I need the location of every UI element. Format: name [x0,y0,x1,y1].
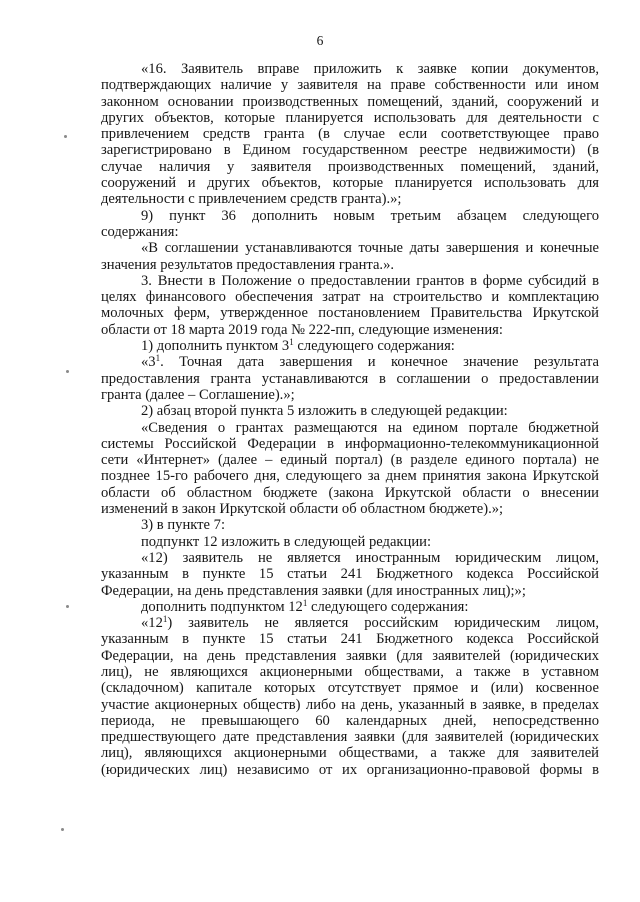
paragraph-line: предшествующего дате представления заявки (для заявителей (юридических [101,729,599,746]
text-run: ) заявитель не является российским юридическим лицом, [167,615,599,632]
superscript: 1 [155,353,161,364]
paragraph-line: подтверждающих наличие у заявителя на праве собственности или ином [101,77,599,94]
paragraph-line: случае наличия у заявителя производственных помещений, зданий, [101,158,599,175]
paragraph-line: гранта (далее – Соглашение).»; [101,386,295,403]
paragraph: «В соглашении устанавливаются точные даты завершения и конечные [141,240,599,257]
paragraph-line: области от 18 марта 2019 года № 222-пп, следующие изменения: [101,321,503,338]
paragraph [101,354,599,370]
paragraph-line: молочных ферм, утвержденное постановлением Правительства Иркутской [101,305,599,322]
paragraph: 3) в пункте 7: [141,517,226,534]
paragraph-line: зарегистрировано в Едином государственном реестре недвижимости) (в [101,142,599,159]
paragraph [101,338,599,354]
paragraph-line: значения результатов предоставления гранта.». [101,256,395,273]
paragraph: «16. Заявитель вправе приложить к заявке копии документов, [141,61,599,77]
text-run: «3 [141,354,156,371]
superscript: 1 [302,597,308,608]
paragraph [101,615,599,631]
document-body [101,61,599,778]
scan-speck [64,135,67,138]
paragraph-line: (юридических лиц) независимо от их организационно-правовой формы в [101,761,599,778]
scan-speck [66,370,69,373]
paragraph-line: сети «Интернет» (далее – единый портал) (в разделе единого портала) не [101,452,599,469]
paragraph-line: предоставления гранта устанавливаются в соглашении о предоставлении [101,370,599,387]
superscript: 1 [162,614,168,625]
text-run: «12 [141,615,163,632]
paragraph-line: изменений в закон Иркутской области об областном бюджете).»; [101,501,504,518]
paragraph-line: позднее 15-го рабочего дня, следующего за днем принятия закона Иркутской [101,468,599,485]
paragraph-line: привлечением средств гранта (в случае если соответствующее право [101,126,599,143]
paragraph: подпункт 12 изложить в следующей редакции: [141,533,432,550]
paragraph-line: законном основании производственных помещений, зданий, сооружений и [101,93,599,110]
paragraph-line: периода, не превышающего 60 календарных дней, непосредственно [101,712,599,729]
paragraph: 9) пункт 36 дополнить новым третьим абзацем следующего [141,207,599,224]
paragraph-line: Федерации, на день представления заявки (для иностранных лиц);»; [101,582,526,599]
paragraph-line: целях финансового обеспечения затрат на строительство и комплектацию [101,289,599,306]
paragraph-line: лиц), не являющихся акционерными обществами, а также в уставном [101,663,599,680]
scan-speck [61,828,64,831]
paragraph [101,599,599,615]
paragraph: «12) заявитель не является иностранным юридическим лицом, [141,549,599,566]
paragraph-line: Федерации, на день представления заявки (для заявителей (юридических [101,647,599,664]
paragraph-line: участие акционерных обществ) либо на день, указанный в заявке, в пределах [101,696,599,713]
paragraph: 3. Внести в Положение о предоставлении грантов в форме субсидий в [141,272,599,289]
text-run: дополнить подпунктом 12 [141,598,303,615]
paragraph-line: деятельности с привлечением средств гранта).»; [101,191,402,208]
superscript: 1 [289,337,294,348]
scan-speck [66,605,69,608]
paragraph-line: содержания: [101,223,179,240]
paragraph-line: лиц), являющихся акционерными обществами, а также для заявителей [101,745,599,762]
paragraph-line: области об областном бюджете (закона Иркутской области о внесении [101,484,599,501]
text-run: следующего содержания: [293,338,455,355]
paragraph: 2) абзац второй пункта 5 изложить в следующей редакции: [141,403,508,420]
paragraph-line: системы Российской Федерации в информационно-телекоммуникационной [101,435,599,452]
paragraph-line: указанным в пункте 15 статьи 241 Бюджетного кодекса Российской [101,631,599,648]
paragraph-line: (складочном) капитале которых отсутствует прямое и (или) косвенное [101,680,599,697]
text-run: . Точная дата завершения и конечное значение результата [160,354,599,371]
text-run: 1) дополнить пунктом 3 [141,338,290,355]
page-number: 6 [316,33,324,48]
text-run: следующего содержания: [307,598,469,615]
paragraph: «Сведения о грантах размещаются на едином портале бюджетной [141,419,599,436]
paragraph-line: сооружений и других объектов, которые планируется использовать для [101,175,599,192]
paragraph-line: указанным в пункте 15 статьи 241 Бюджетного кодекса Российской [101,566,599,583]
paragraph-line: других объектов, которые планируется использовать для деятельности с [101,109,599,126]
